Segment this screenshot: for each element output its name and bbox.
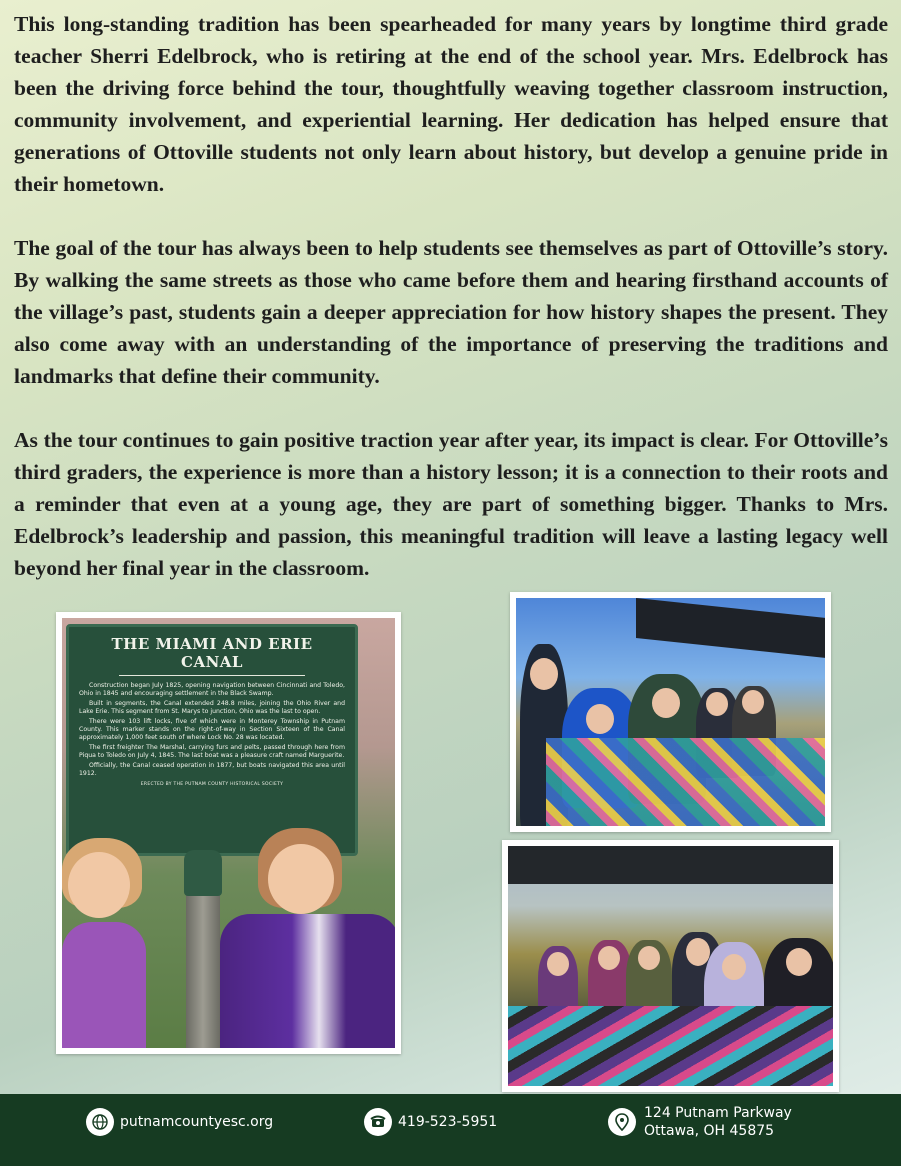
student-figure <box>210 828 395 1048</box>
article-text <box>14 8 888 584</box>
sign-line: There were 103 lift locks, five of which were in Monterey Township in Putnam County. This marker stands on the right-of-way in Section Sixteen of the Canal approximately 1,000 feet south of where Lock No. 28 was located. <box>79 718 345 741</box>
footer-website[interactable] <box>86 1108 273 1136</box>
wagon-canopy <box>636 598 825 659</box>
student-figure <box>62 838 152 1048</box>
globe-icon <box>86 1108 114 1136</box>
address-line-2: Ottawa, OH 45875 <box>644 1123 775 1139</box>
footer-phone[interactable] <box>364 1108 497 1136</box>
fleece-blanket <box>546 738 825 826</box>
footer-address[interactable] <box>608 1104 792 1140</box>
location-pin-icon <box>608 1108 636 1136</box>
sign-line: The first freighter The Marshal, carrying furs and pelts, passed through here from Piqua to Toledo on July 4, 1845. The last boat was a pleasure craft named Marguerite. <box>79 744 345 759</box>
phone-icon <box>364 1108 392 1136</box>
website-text: putnamcountyesc.org <box>120 1114 274 1130</box>
phone-text: 419-523-5951 <box>398 1114 498 1130</box>
paragraph-3: As the tour continues to gain positive traction year after year, its impact is clear. For Ottoville’s third graders, the experience is more than a history lesson; it is a connection to their roots and a reminder that even at a young age, they are part of something bigger. Thanks to Mrs. Edelbrock’s leadership and passion, this meaningful tradition will leave a lasting legacy well beyond her final year in the classroom. <box>14 428 888 580</box>
sign-body <box>79 682 345 778</box>
sign-divider <box>119 675 305 676</box>
sign-title: THE MIAMI AND ERIE CANAL <box>111 635 313 671</box>
photo-hayride-bottom <box>502 840 839 1092</box>
paragraph-1: This long-standing tradition has been spearheaded for many years by longtime third grade teacher Sherri Edelbrock, who is retiring at the end of the school year. Mrs. Edelbrock has been the driving force behind the tour, thoughtfully weaving together classroom instruction, community involvement, and experiential learning. Her dedication has helped ensure that generations of Ottoville students not only learn about history, but develop a genuine pride in their hometown. <box>14 12 888 196</box>
sign-footer: ERECTED BY THE PUTNAM COUNTY HISTORICAL SOCIETY <box>140 781 284 787</box>
photo-hayride-top <box>510 592 831 832</box>
sign-line: Officially, the Canal ceased operation in 1877, but boats navigated this area until 1912. <box>79 762 345 777</box>
sign-line: Construction began July 1825, opening navigation between Cincinnati and Toledo, Ohio in 1845 and encouraging settlement in the Black Swamp. <box>79 682 345 697</box>
wagon-canopy <box>508 846 833 884</box>
sign-line: Built in segments, the Canal extended 248.8 miles, joining the Ohio River and Lake Erie. This segment from St. Marys to junction, Ohio was the last to open. <box>79 700 345 715</box>
fleece-blanket <box>508 1006 833 1086</box>
footer-bar <box>0 1094 901 1166</box>
paragraph-2: The goal of the tour has always been to help students see themselves as part of Ottoville’s story. By walking the same streets as those who came before them and hearing firsthand accounts of the village’s past, students gain a deeper appreciation for how history shapes the present. They also come away with an understanding of the importance of preserving the traditions and landmarks that define their community. <box>14 236 888 388</box>
photo-canal-marker <box>56 612 401 1054</box>
address-line-1: 124 Putnam Parkway <box>644 1105 792 1121</box>
canal-historical-marker <box>66 624 358 856</box>
